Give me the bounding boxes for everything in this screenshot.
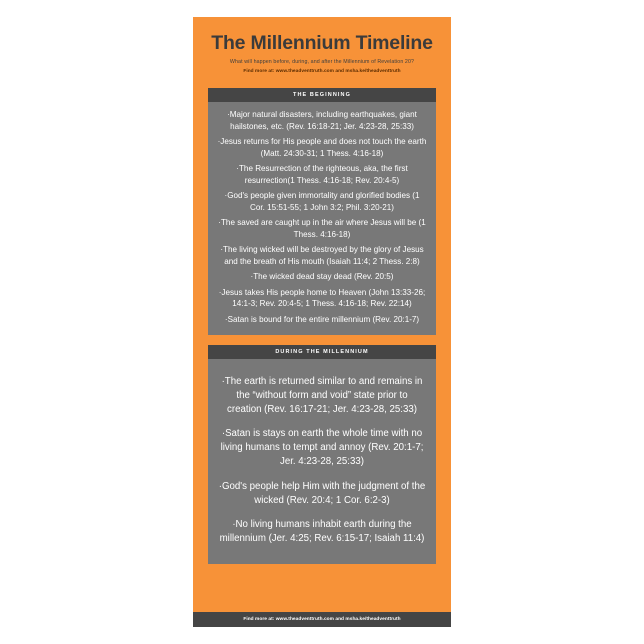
find-more-footer: Find more at: www.theadventtruth.com and msha.ke/theadventtruth [193, 612, 451, 627]
find-more-top: Find more at: www.theadventtruth.com and msha.ke/theadventtruth [243, 69, 401, 75]
list-item: ·The Resurrection of the righteous, aka, the first resurrection(1 Thess. 4:16-18; Rev. 20:4-5) [236, 164, 408, 185]
list-item: ·Satan is stays on earth the whole time with no living humans to tempt and annoy (Rev. 20:1-7; Jer. 4:23-28, 25:33) [220, 428, 424, 468]
section-1-panel [208, 102, 436, 335]
list-item: ·Major natural disasters, including earthquakes, giant hailstones, etc. (Rev. 16:18-21; Jer. 4:23-28, 25:33) [227, 110, 417, 131]
list-item: ·Jesus takes His people home to Heaven (John 13:33-26; 14:1-3; Rev. 20:4-5; 1 Thess. 4:16-18; Rev. 22:14) [218, 287, 426, 309]
page-subtitle: What will happen before, during, and after the Millennium of Revelation 20? [229, 59, 415, 66]
section-label-during: DURING THE MILLENNIUM [208, 345, 436, 359]
section-1-header [193, 88, 451, 102]
list-item: ·The living wicked will be destroyed by the glory of Jesus and the breath of His mouth (Isaiah 11:4; 2 Thess. 2:8) [220, 245, 424, 266]
list-item: ·God's people given immortality and glorified bodies (1 Cor. 15:51-55; 1 John 3:2; Phil. 3:20-21) [224, 191, 420, 212]
page-title: The Millennium Timeline [211, 32, 433, 54]
list-item: ·Jesus returns for His people and does not touch the earth (Matt. 24:30-31; 1 Thess. 4:16-18) [217, 137, 427, 158]
section-label-beginning: THE BEGINNING [208, 88, 436, 102]
section-2-header [193, 345, 451, 359]
list-item: ·The saved are caught up in the air where Jesus will be (1 Thess. 4:16-18) [218, 218, 426, 239]
list-item: ·The earth is returned similar to and remains in the “without form and void” state prior to creation (Rev. 16:17-21; Jer. 4:23-28, 25:33) [221, 376, 423, 415]
card-header [193, 17, 451, 80]
list-item: ·The wicked dead stay dead (Rev. 20:5) [250, 272, 394, 282]
list-item: ·Satan is bound for the entire millennium (Rev. 20:1-7) [224, 314, 420, 324]
rack-card [193, 17, 451, 627]
list-item: ·No living humans inhabit earth during the millennium (Jer. 4:25; Rev. 6:15-17; Isaiah 11:4) [219, 519, 425, 545]
section-2-panel [208, 359, 436, 564]
list-item: ·God's people help Him with the judgment of the wicked (Rev. 20:4; 1 Cor. 6:2-3) [218, 480, 426, 506]
